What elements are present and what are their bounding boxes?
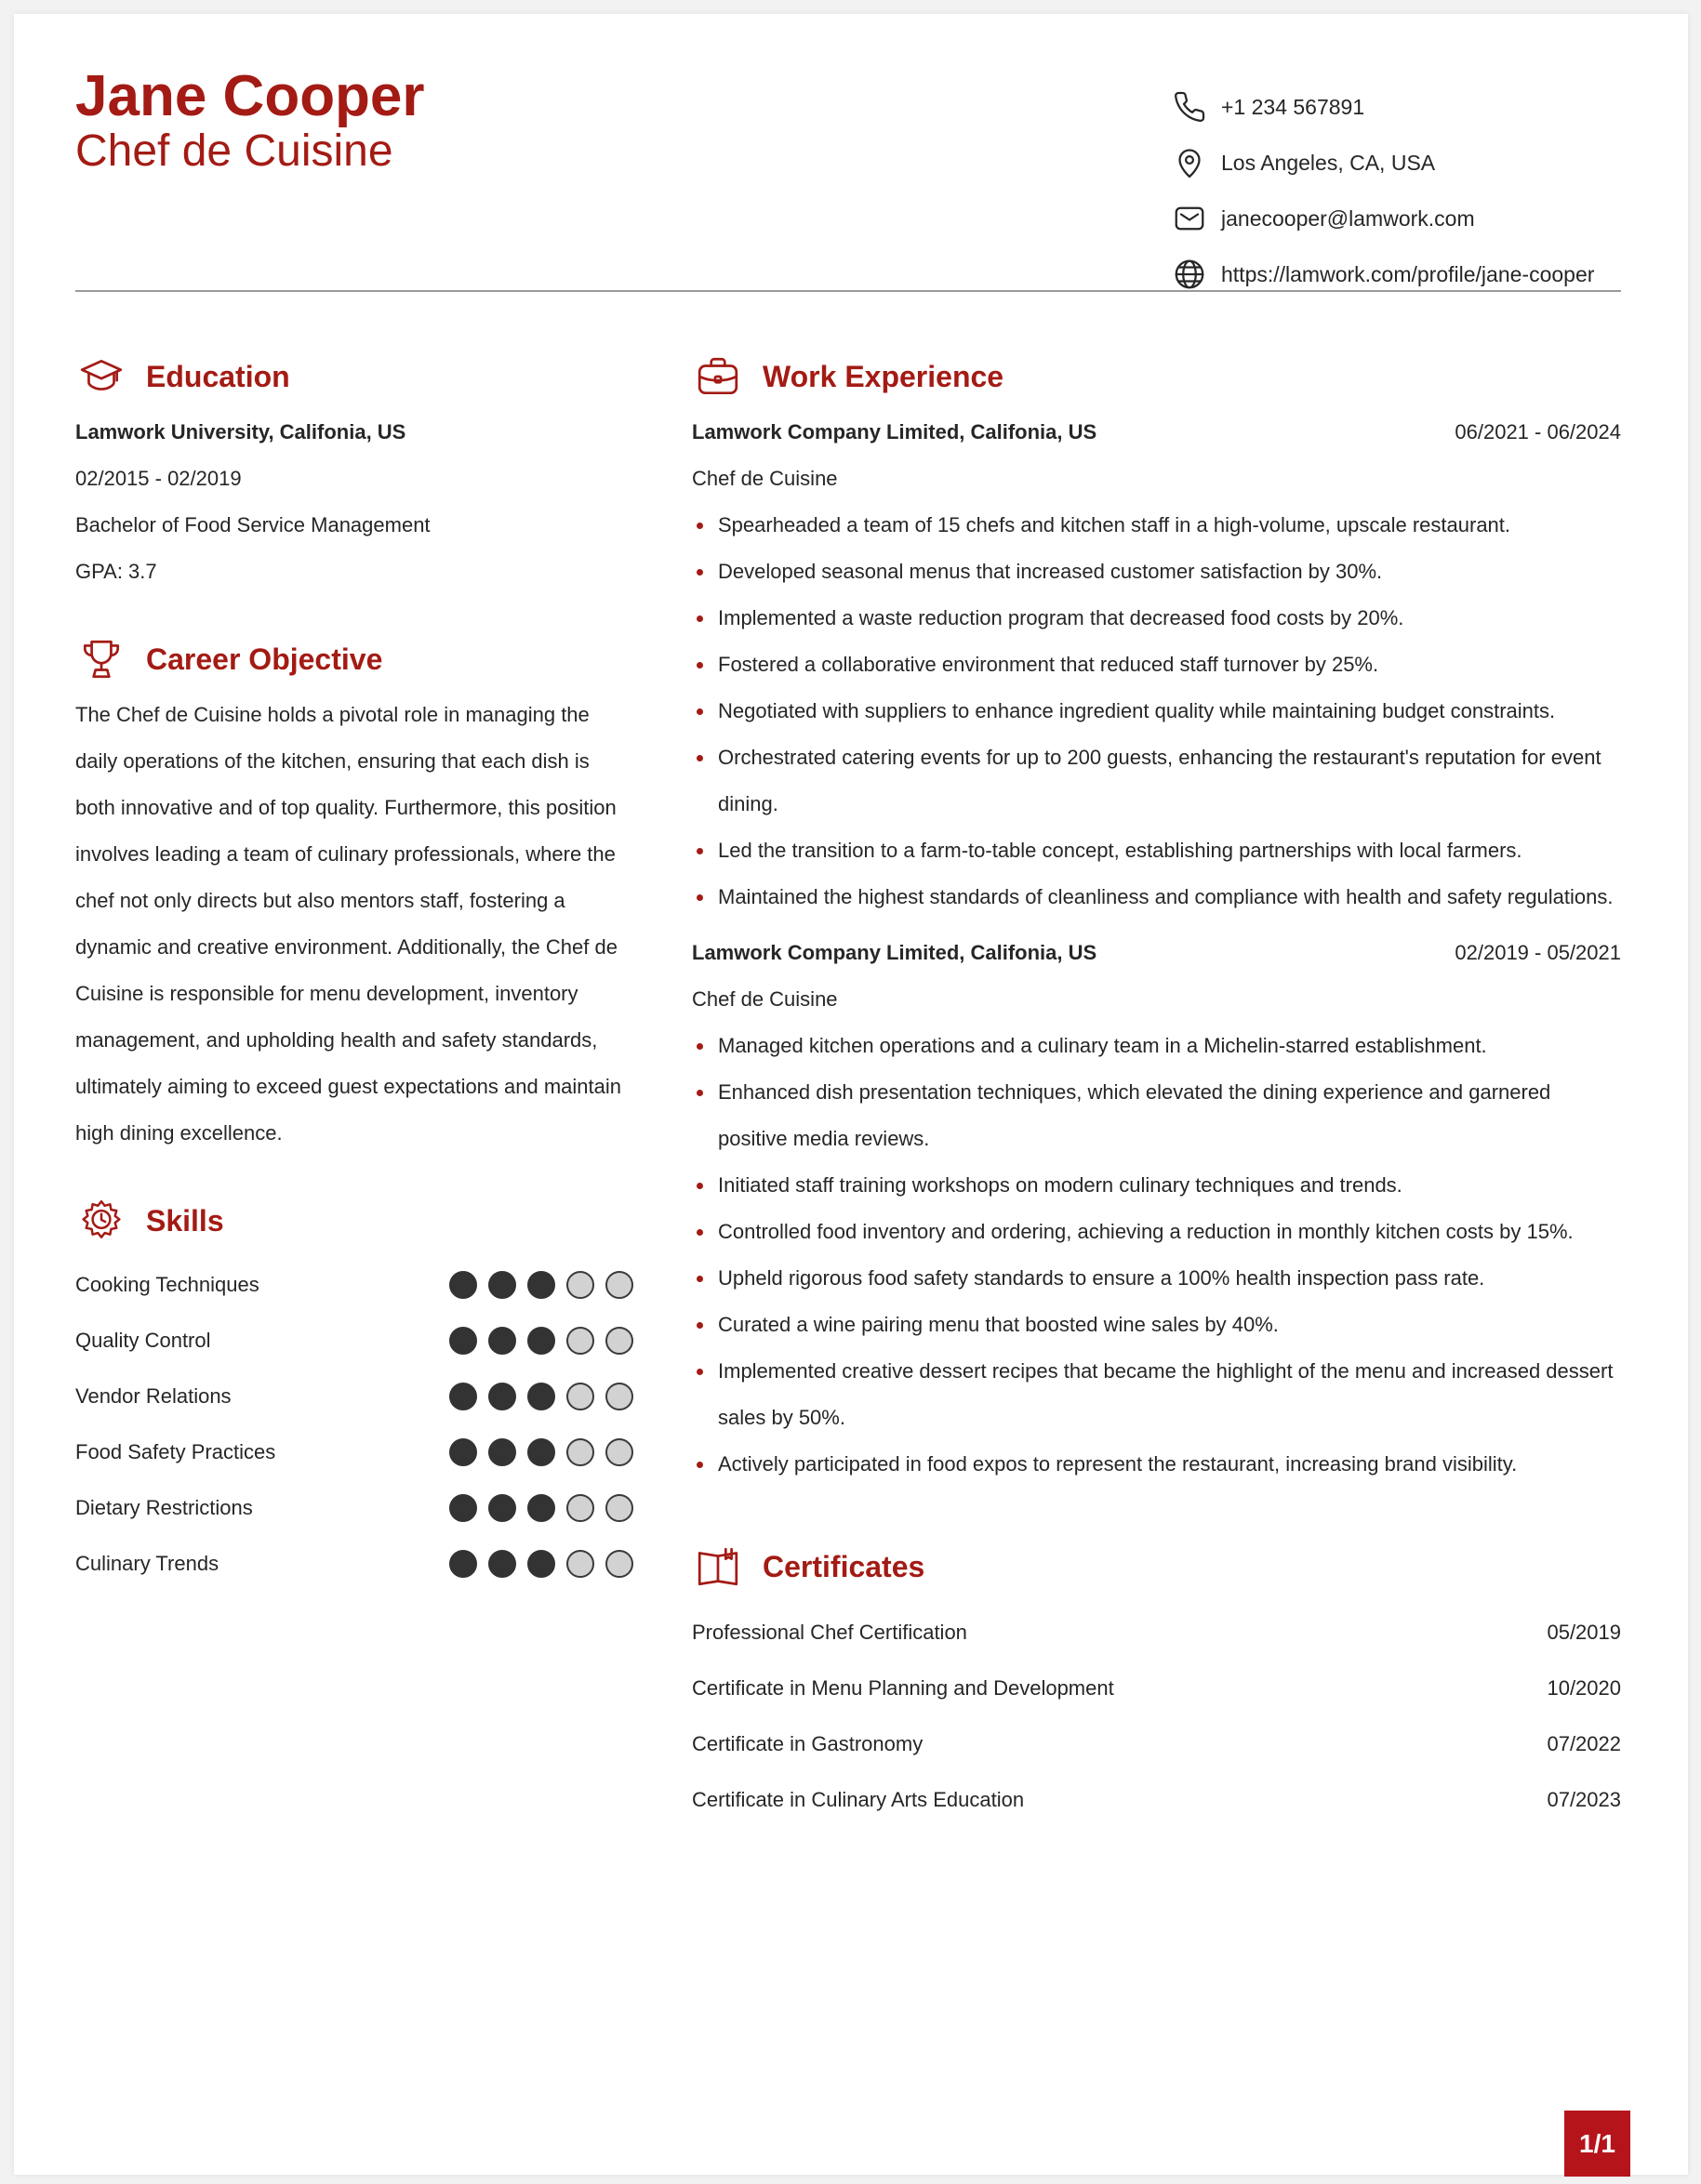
education-gpa: GPA: 3.7 <box>75 560 157 583</box>
certificate-row <box>692 1605 1621 1661</box>
skill-dot-filled <box>449 1438 477 1466</box>
skills-heading <box>75 1188 633 1253</box>
skill-dot-filled <box>488 1383 516 1410</box>
skill-dot-empty <box>566 1327 594 1355</box>
right-column <box>692 344 1621 1828</box>
skill-dot-filled <box>488 1327 516 1355</box>
envelope-icon <box>1171 200 1208 237</box>
skill-dot-filled <box>527 1327 555 1355</box>
contact-phone-text: +1 234 567891 <box>1221 94 1365 119</box>
skill-name: Dietary Restrictions <box>75 1496 253 1519</box>
job-bullet: Maintained the highest standards of cleanliness and compliance with health and safety regulations. <box>692 874 1621 920</box>
certificate-name: Certificate in Gastronomy <box>692 1732 924 1755</box>
job-role: Chef de Cuisine <box>692 467 838 490</box>
education-dates: 02/2015 - 02/2019 <box>75 467 242 490</box>
job-bullet: Initiated staff training workshops on modern culinary techniques and trends. <box>692 1162 1621 1209</box>
job-header <box>692 409 1621 456</box>
skill-row <box>75 1257 633 1313</box>
job-entry <box>692 409 1621 920</box>
left-column <box>75 344 633 1592</box>
location-pin-icon <box>1171 144 1208 181</box>
job-dates: 06/2021 - 06/2024 <box>1455 420 1621 443</box>
skill-dot-empty <box>566 1550 594 1578</box>
objective-text: The Chef de Cuisine holds a pivotal role in managing the daily operations of the kitchen, ensuring that each dish is both innovative and of top quality. Furthermore, this position involves leading a team of culinary professionals, where the chef not only directs but also mentors staff, fostering a dynamic and creative environment. Additionally, the Chef de Cuisine is responsible for menu development, inventory management, and upholding health and safety standards, ultimately aiming to exceed guest expectations and maintain high dining excellence. <box>75 703 622 1145</box>
skill-name: Culinary Trends <box>75 1552 219 1575</box>
contact-location-text: Los Angeles, CA, USA <box>1221 150 1436 175</box>
work-title: Work Experience <box>763 359 1004 393</box>
certificate-name: Professional Chef Certification <box>692 1621 967 1644</box>
skill-dot-empty <box>566 1438 594 1466</box>
job-bullets <box>692 502 1621 920</box>
skill-dot-empty <box>566 1494 594 1522</box>
phone-icon <box>1171 88 1208 126</box>
skills-title: Skills <box>146 1203 224 1238</box>
skill-dot-empty <box>605 1438 633 1466</box>
skill-name: Food Safety Practices <box>75 1440 276 1463</box>
objective-title: Career Objective <box>146 642 383 676</box>
education-heading <box>75 344 633 409</box>
skill-dot-filled <box>527 1383 555 1410</box>
objective-heading <box>75 627 633 692</box>
job-header <box>692 930 1621 976</box>
certificate-row <box>692 1716 1621 1772</box>
skill-dot-empty <box>605 1383 633 1410</box>
job-bullet: Spearheaded a team of 15 chefs and kitchen staff in a high-volume, upscale restaurant. <box>692 502 1621 549</box>
candidate-name: Jane Cooper <box>75 64 425 128</box>
graduation-cap-icon <box>75 351 127 403</box>
certificate-date: 05/2019 <box>1547 1621 1621 1644</box>
job-bullet: Implemented creative dessert recipes that became the highlight of the menu and increased dessert sales by 50%. <box>692 1348 1621 1441</box>
skill-row <box>75 1424 633 1480</box>
skill-dot-empty <box>605 1494 633 1522</box>
skill-dot-filled <box>488 1438 516 1466</box>
skill-level <box>449 1438 633 1466</box>
education-title: Education <box>146 359 290 393</box>
job-entry <box>692 930 1621 1488</box>
page-indicator[interactable]: 1/1 <box>1564 2111 1630 2177</box>
job-company: Lamwork Company Limited, Califonia, US <box>692 420 1097 443</box>
certificate-row <box>692 1661 1621 1716</box>
job-bullet: Orchestrated catering events for up to 200 guests, enhancing the restaurant's reputation for event dining. <box>692 735 1621 827</box>
skill-dot-empty <box>605 1271 633 1299</box>
header-divider <box>75 290 1621 292</box>
certificate-date: 07/2022 <box>1547 1732 1621 1755</box>
certificate-name: Certificate in Menu Planning and Development <box>692 1676 1114 1700</box>
job-bullet: Negotiated with suppliers to enhance ingredient quality while maintaining budget constraints. <box>692 688 1621 735</box>
skills-list <box>75 1257 633 1592</box>
contact-list <box>1171 79 1617 302</box>
job-bullet: Developed seasonal menus that increased customer satisfaction by 30%. <box>692 549 1621 595</box>
certificates-heading <box>692 1534 1621 1599</box>
skill-name: Vendor Relations <box>75 1384 232 1408</box>
skill-level <box>449 1327 633 1355</box>
skill-dot-empty <box>605 1327 633 1355</box>
skill-row <box>75 1480 633 1536</box>
skill-dot-filled <box>449 1327 477 1355</box>
resume-page <box>14 14 1688 2175</box>
skill-dot-filled <box>527 1494 555 1522</box>
skill-dot-empty <box>566 1383 594 1410</box>
contact-location <box>1171 135 1617 191</box>
skill-row <box>75 1369 633 1424</box>
certificates-title: Certificates <box>763 1549 925 1583</box>
contact-email-text[interactable]: janecooper@lamwork.com <box>1221 205 1475 231</box>
certificate-date: 10/2020 <box>1547 1676 1621 1700</box>
skill-dot-filled <box>488 1550 516 1578</box>
job-bullets <box>692 1023 1621 1488</box>
skill-dot-filled <box>488 1271 516 1299</box>
job-company: Lamwork Company Limited, Califonia, US <box>692 941 1097 964</box>
job-bullet: Enhanced dish presentation techniques, which elevated the dining experience and garnered positive media reviews. <box>692 1069 1621 1162</box>
candidate-title: Chef de Cuisine <box>75 126 393 176</box>
skill-level <box>449 1383 633 1410</box>
education-school: Lamwork University, Califonia, US <box>75 420 406 443</box>
contact-website[interactable] <box>1171 246 1617 302</box>
job-bullet: Actively participated in food expos to represent the restaurant, increasing brand visibility. <box>692 1441 1621 1488</box>
job-bullet: Managed kitchen operations and a culinary team in a Michelin-starred establishment. <box>692 1023 1621 1069</box>
certificate-name: Certificate in Culinary Arts Education <box>692 1788 1025 1811</box>
education-degree: Bachelor of Food Service Management <box>75 513 431 536</box>
skill-dot-empty <box>605 1550 633 1578</box>
job-bullet: Implemented a waste reduction program that decreased food costs by 20%. <box>692 595 1621 642</box>
job-bullet: Upheld rigorous food safety standards to ensure a 100% health inspection pass rate. <box>692 1255 1621 1302</box>
skill-dot-filled <box>449 1550 477 1578</box>
skill-dot-filled <box>449 1271 477 1299</box>
contact-website-text[interactable]: https://lamwork.com/profile/jane-cooper <box>1221 261 1595 286</box>
skill-row <box>75 1536 633 1592</box>
skill-dot-empty <box>566 1271 594 1299</box>
contact-email[interactable] <box>1171 191 1617 246</box>
job-role: Chef de Cuisine <box>692 987 838 1011</box>
skill-dot-filled <box>527 1438 555 1466</box>
trophy-icon <box>75 633 127 685</box>
skill-dot-filled <box>527 1550 555 1578</box>
job-bullet: Curated a wine pairing menu that boosted wine sales by 40%. <box>692 1302 1621 1348</box>
certificates-list <box>692 1605 1621 1828</box>
job-bullet: Fostered a collaborative environment that reduced staff turnover by 25%. <box>692 642 1621 688</box>
gear-clock-icon <box>75 1195 127 1247</box>
certificate-row <box>692 1772 1621 1828</box>
globe-icon <box>1171 256 1208 293</box>
skill-dot-filled <box>449 1383 477 1410</box>
skill-name: Cooking Techniques <box>75 1273 259 1296</box>
work-heading <box>692 344 1621 409</box>
skill-dot-filled <box>488 1494 516 1522</box>
certificate-date: 07/2023 <box>1547 1788 1621 1811</box>
skill-level <box>449 1550 633 1578</box>
job-bullet: Led the transition to a farm-to-table concept, establishing partnerships with local farmers. <box>692 827 1621 874</box>
job-dates: 02/2019 - 05/2021 <box>1455 941 1621 964</box>
contact-phone <box>1171 79 1617 135</box>
skill-level <box>449 1494 633 1522</box>
skill-dot-filled <box>449 1494 477 1522</box>
briefcase-icon <box>692 351 744 403</box>
skill-name: Quality Control <box>75 1329 211 1352</box>
skill-row <box>75 1313 633 1369</box>
skill-dot-filled <box>527 1271 555 1299</box>
book-icon <box>692 1541 744 1593</box>
skill-level <box>449 1271 633 1299</box>
job-bullet: Controlled food inventory and ordering, achieving a reduction in monthly kitchen costs by 15%. <box>692 1209 1621 1255</box>
